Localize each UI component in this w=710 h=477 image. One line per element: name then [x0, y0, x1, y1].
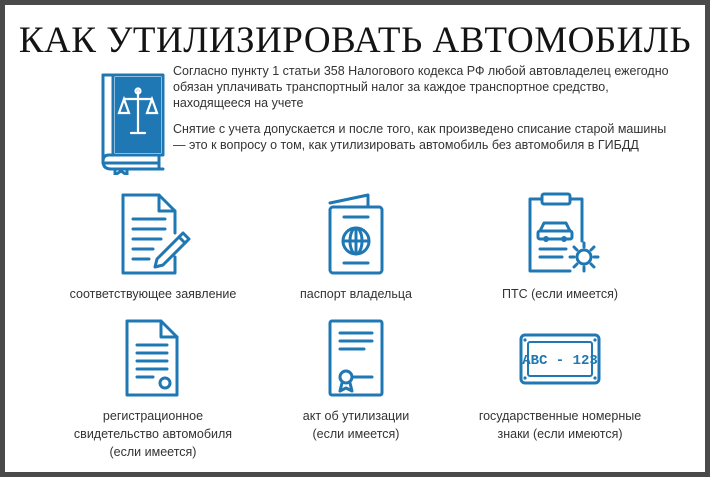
license-plate-icon	[515, 319, 605, 397]
law-book-icon	[93, 71, 169, 175]
item-license-plates	[455, 319, 665, 443]
page-title: КАК УТИЛИЗИРОВАТЬ АВТОМОБИЛЬ	[18, 20, 692, 61]
item-application	[48, 193, 258, 303]
item-disposal-act	[251, 319, 461, 443]
item-pts-label: ПТС (если имеется)	[501, 287, 619, 301]
intro-paragraph-1: Согласно пункту 1 статьи 358 Налогового кодекса РФ любой автовладелец ежегодно обязан уплачивать транспортный налог за каждое транспортное средство, находящееся на учете	[173, 64, 669, 110]
item-application-label: соответствующее заявление	[69, 287, 237, 301]
infographic-frame	[5, 5, 705, 472]
passport-icon	[324, 193, 388, 275]
item-disposal-act-label: акт об утилизации (если имеется)	[302, 409, 410, 441]
item-license-plates-label: государственные номерные знаки (если имеются)	[478, 409, 642, 441]
application-form-icon	[113, 193, 193, 275]
item-registration-label: регистрационное свидетельство автомобиля (если имеется)	[73, 409, 233, 459]
intro-text	[173, 63, 678, 163]
plate-text: ABC - 123	[522, 353, 598, 369]
item-passport	[251, 193, 461, 303]
vehicle-passport-icon	[518, 191, 602, 275]
intro-paragraph-2: Снятие с учета допускается и после того, как произведено списание старой машины — это к вопросу о том, как утилизировать автомобиль без автомобиля в ГИБДД	[173, 122, 667, 152]
registration-certificate-icon	[121, 319, 185, 397]
item-registration	[48, 319, 258, 461]
disposal-act-icon	[324, 319, 388, 397]
item-pts	[455, 191, 665, 303]
item-passport-label: паспорт владельца	[300, 287, 412, 301]
